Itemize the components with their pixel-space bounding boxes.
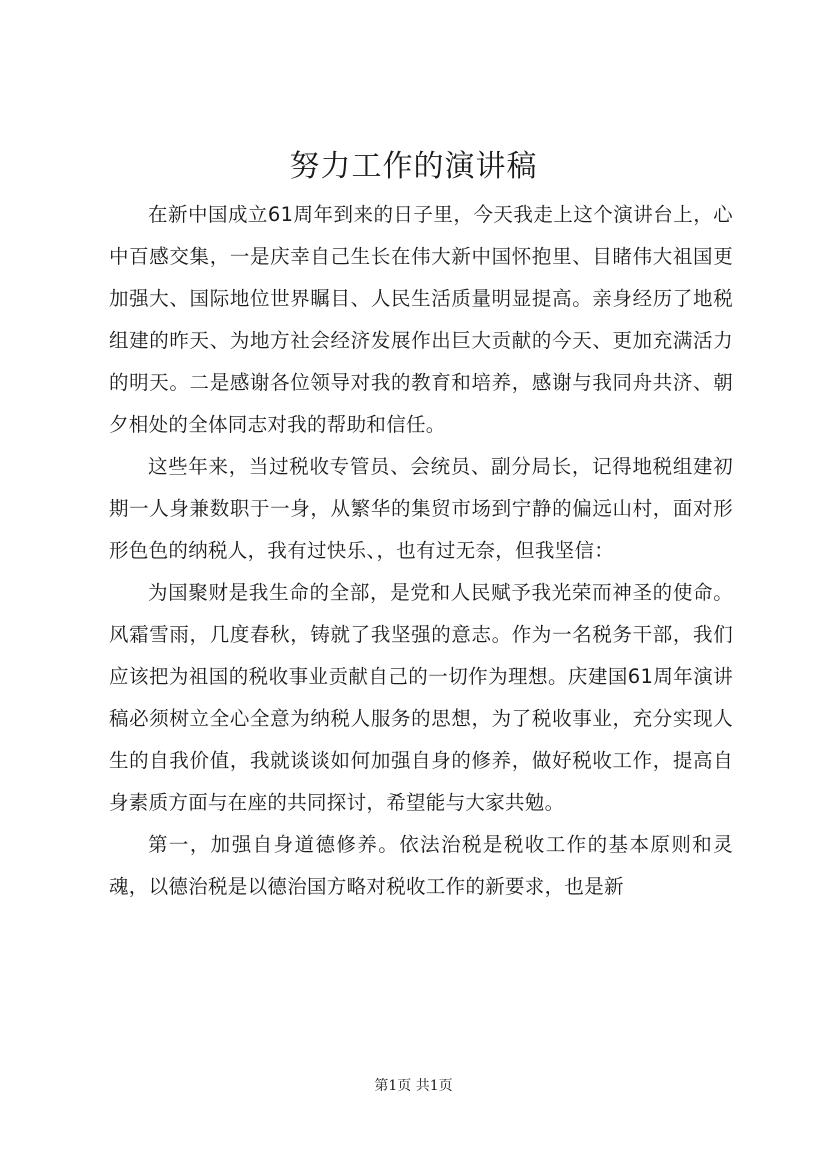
paragraph-2: 这些年来，当过税收专管员、会统员、副分局长，记得地税组建初期一人身兼数职于一身，从繁华的集贸市场到宁静的偏远山村，面对形形色色的纳税人，我有过快乐、，也有过无奈，但我坚信： <box>109 455 733 562</box>
page-number-footer: 第1页 共1页 <box>374 1078 453 1094</box>
paragraph-4: 第一，加强自身道德修养。依法治税是税收工作的基本原则和灵魂，以德治税是以德治国方略对税收工作的新要求，也是新 <box>109 833 733 898</box>
paragraph-3: 为国聚财是我生命的全部，是党和人民赋予我光荣而神圣的使命。风霜雪雨，几度春秋，铸就了我坚强的意志。作为一名税务干部，我们应该把为祖国的税收事业贡献自己的一切作为理想。庆建国61周年演讲稿必须树立全心全意为纳税人服务的思想，为了税收事业，充分实现人生的自我价值，我就谈谈如何加强自身的修养，做好税收工作，提高自身素质方面与在座的共同探讨，希望能与大家共勉。 <box>109 581 733 814</box>
document-title: 努力工作的演讲稿 <box>289 149 538 184</box>
paragraph-1: 在新中国成立61周年到来的日子里，今天我走上这个演讲台上，心中百感交集，一是庆幸自己生长在伟大新中国怀抱里、目睹伟大祖国更加强大、国际地位世界瞩目、人民生活质量明显提高。亲身经历了地税组建的昨天、为地方社会经济发展作出巨大贡献的今天、更加充满活力的明天。二是感谢各位领导对我的教育和培养，感谢与我同舟共济、朝夕相处的全体同志对我的帮助和信任。 <box>109 203 733 436</box>
document-body <box>109 194 733 908</box>
